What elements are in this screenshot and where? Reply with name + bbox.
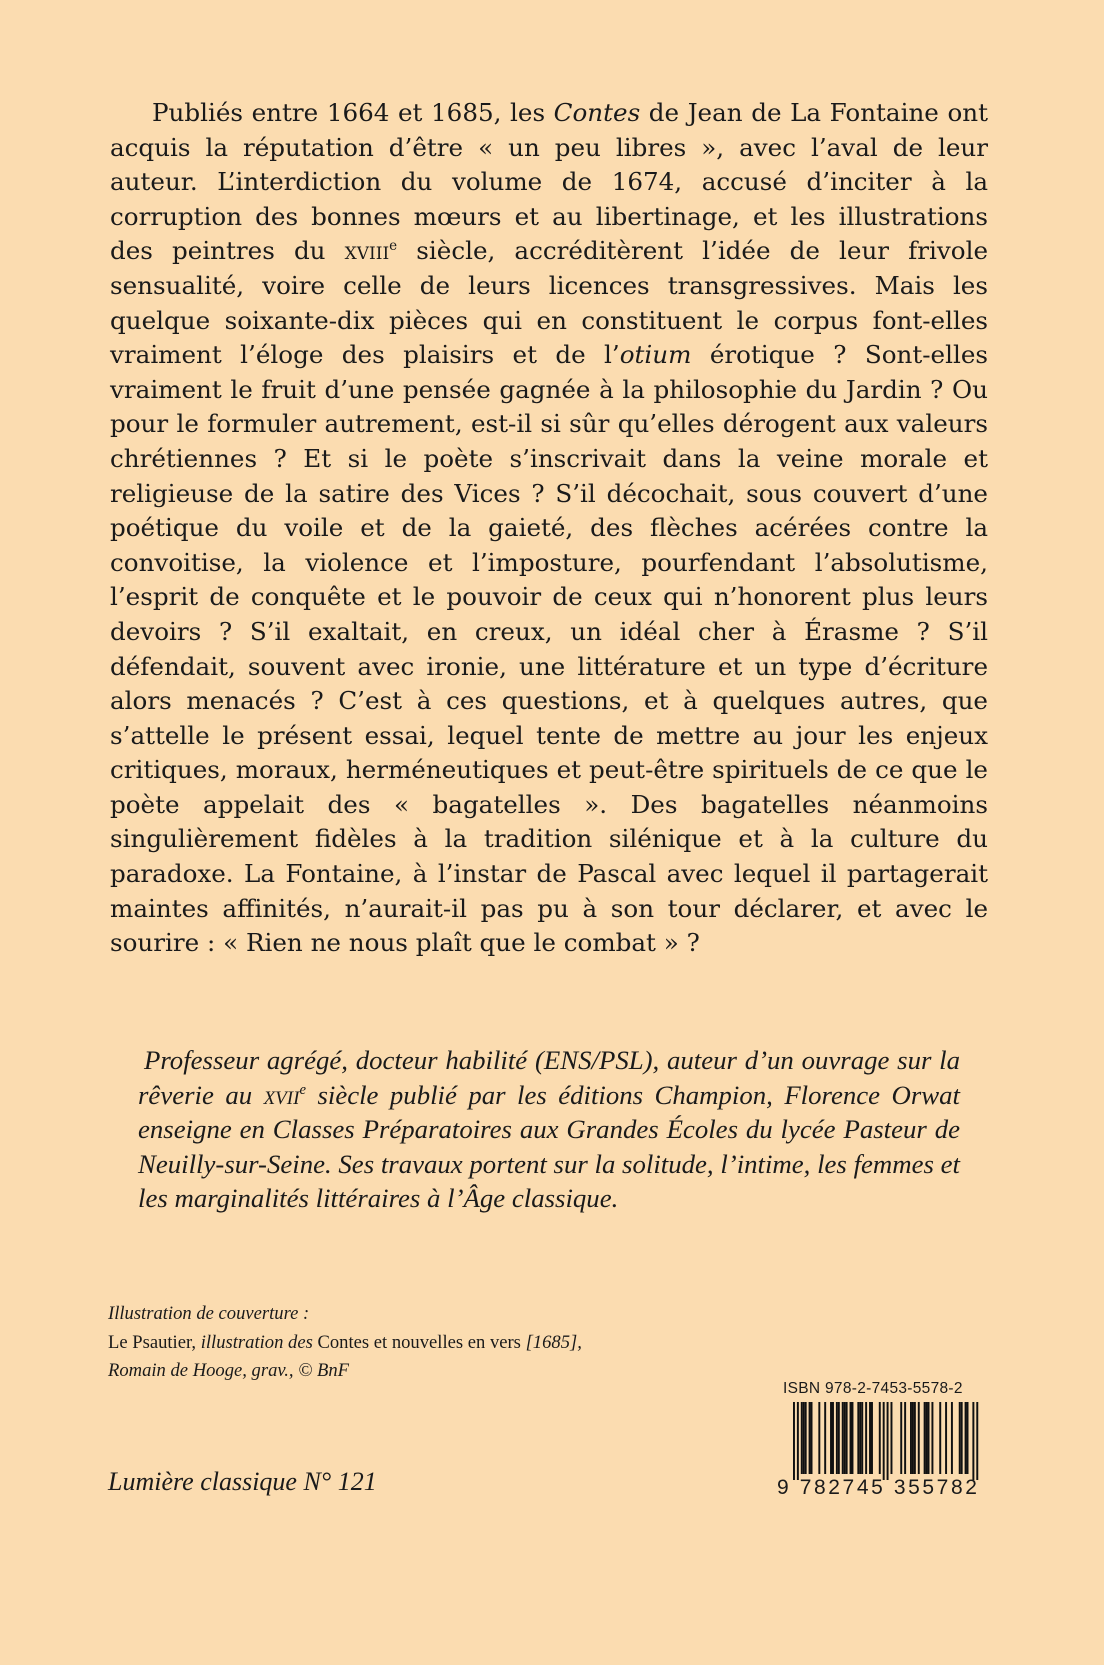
credit-heading: Illustration de couverture : xyxy=(108,1303,310,1324)
credit-book-title: Contes et nouvelles en vers xyxy=(317,1331,521,1353)
barcode-bar xyxy=(914,1402,916,1474)
barcode-bar xyxy=(850,1402,852,1474)
summary-paragraph xyxy=(110,96,988,961)
contes-title: Contes xyxy=(553,98,641,127)
barcode-bar xyxy=(931,1402,933,1474)
barcode-bar xyxy=(830,1402,832,1474)
century-superscript: e xyxy=(299,1081,306,1098)
barcode-bar xyxy=(797,1402,799,1480)
barcode-bar xyxy=(904,1402,906,1474)
century-label: xviii xyxy=(344,236,390,266)
barcode-bars xyxy=(777,1402,987,1482)
barcode-bar xyxy=(818,1402,820,1474)
century-label: xvii xyxy=(263,1079,300,1110)
barcode-bar xyxy=(939,1402,941,1474)
barcode-bar xyxy=(871,1402,873,1474)
credit-date: [1685], xyxy=(520,1331,582,1353)
credit-engraver: Romain de Hooge, grav., © BnF xyxy=(108,1360,349,1381)
otium-term: otium xyxy=(619,340,692,370)
credit-work-title: Le Psautier, xyxy=(108,1331,197,1353)
barcode-bar xyxy=(865,1402,867,1474)
isbn-label: ISBN xyxy=(783,1380,821,1397)
barcode-bar xyxy=(926,1402,928,1474)
summary-text: siècle, accréditèrent l’idée de leur frivole sensualité, voire celle de leurs licences transgressives. Mais les quelque soixante-dix pièces qui en constituent le corpus font-elles vraiment l’éloge des plaisirs et de l’ xyxy=(110,236,989,370)
bio-text: siècle publié par les éditions Champion, Florence Orwat enseigne en Classes Préparatoires aux Grandes Écoles du lycée Pasteur de Neuilly-sur-Seine. Ses travaux portent sur la solitude, l’intime, les femmes et les marginalités littéraires à l’Âge classique. xyxy=(138,1079,960,1214)
summary-text: de Jean de La Fontaine ont acquis la réputation d’être « un peu libres », avec l’aval de leur auteur. L’interdiction du volume de 1674, accusé d’inciter à la corruption des bonnes mœurs et au libertinage, et les illustrations des peintres du xyxy=(110,98,988,266)
isbn-number: 978-2-7453-5578-2 xyxy=(825,1380,963,1397)
series-label: Lumière classique N° 121 xyxy=(108,1467,377,1496)
barcode-bar xyxy=(846,1402,848,1474)
barcode-bar xyxy=(972,1402,974,1480)
century-superscript: e xyxy=(389,238,398,255)
barcode-bar xyxy=(861,1402,863,1474)
barcode-bar xyxy=(803,1402,805,1474)
barcode-bar xyxy=(924,1402,926,1474)
barcode-bar xyxy=(869,1402,871,1474)
barcode-bar xyxy=(912,1402,914,1474)
barcode-bar xyxy=(910,1402,912,1474)
barcode-bar xyxy=(928,1402,930,1474)
barcode-bar xyxy=(879,1402,881,1474)
barcode-bar xyxy=(836,1402,838,1474)
barcode-bar xyxy=(900,1402,902,1474)
barcode-bar xyxy=(811,1402,813,1474)
cover-illustration-credit xyxy=(108,1300,582,1386)
barcode-bar xyxy=(887,1402,889,1480)
barcode-bar xyxy=(852,1402,854,1474)
bio-text: Professeur agrégé, docteur habilité (ENS/PSL), auteur d’un ouvrage sur la rêverie au xyxy=(138,1045,960,1110)
barcode-bar xyxy=(805,1402,807,1474)
isbn-barcode xyxy=(777,1380,987,1505)
barcode-bar xyxy=(809,1402,811,1474)
barcode-bar xyxy=(951,1402,953,1474)
barcode-bar xyxy=(967,1402,969,1474)
barcode-bar xyxy=(961,1402,963,1474)
barcode-digits: 9 782745 355782 xyxy=(777,1476,980,1499)
barcode-bar xyxy=(842,1402,844,1474)
barcode-bar xyxy=(891,1402,893,1474)
barcode-bar xyxy=(838,1402,840,1474)
barcode-bar xyxy=(801,1402,803,1474)
barcode-bar xyxy=(859,1402,861,1474)
barcode-bar xyxy=(883,1402,885,1480)
barcode-bar xyxy=(844,1402,846,1474)
barcode-bar xyxy=(857,1402,859,1474)
barcode-bar xyxy=(965,1402,967,1474)
barcode-bar xyxy=(918,1402,920,1474)
author-bio xyxy=(138,1043,960,1216)
barcode-bar xyxy=(945,1402,947,1474)
barcode-bar xyxy=(824,1402,826,1474)
credit-description: illustration des xyxy=(196,1331,318,1353)
barcode-bar xyxy=(793,1402,795,1480)
barcode-bar xyxy=(832,1402,834,1474)
summary-text: Publiés entre 1664 et 1685, les xyxy=(152,98,554,127)
summary-text: érotique ? Sont-elles vraiment le fruit d’une pensée gagnée à la philosophie du Jardin ? Ou pour le formuler autrement, est-il si sûr qu’elles dérogent aux valeurs chrétiennes ? Et si le poète s’inscrivait dans la veine morale et religieuse de la satire des Vices ? S’il décochait, sous couvert d’une poétique du voile et de la gaieté, des flèches acérées contre la convoitise, la violence et l’imposture, pourfendant l’absolutisme, l’esprit de conquête et le pouvoir de ceux qui n’honorent plus leurs devoirs ? S’il exaltait, en creux, un idéal cher à Érasme ? S’il défendait, souvent avec ironie, une littérature et un type d’écriture alors menacés ? C’est à ces questions, et à quelques autres, que s’attelle le présent essai, lequel tente de mettre au jour les enjeux critiques, moraux, herméneutiques et peut-être spirituels de ce que le poète appelait des « bagatelles ». Des bagatelles néanmoins singulièrement fidèles à la tradition silénique et à la culture du paradoxe. La Fontaine, à l’instar de Pascal avec lequel il partagerait maintes affinités, n’aurait-il pas pu à son tour déclarer, et avec le sourire : « Rien ne nous plaît que le combat » ? xyxy=(110,340,988,958)
barcode-bar xyxy=(976,1402,978,1480)
barcode-bar xyxy=(959,1402,961,1474)
isbn-line xyxy=(783,1380,963,1398)
